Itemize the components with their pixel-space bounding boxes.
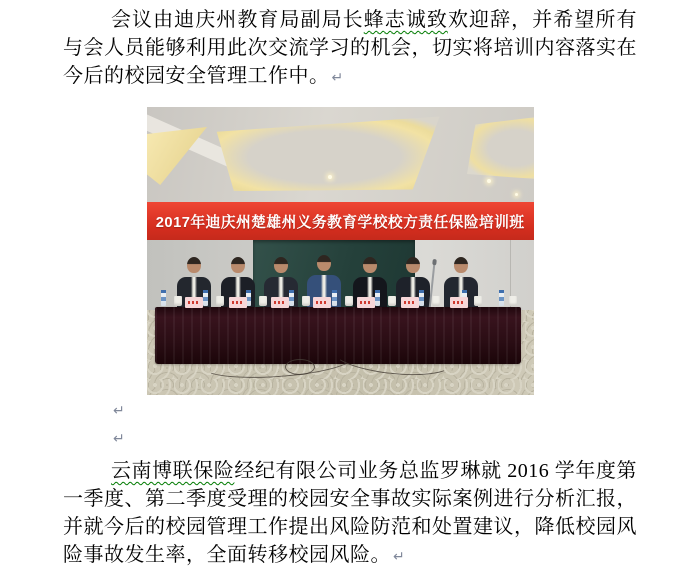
water-bottle	[499, 290, 504, 306]
name-card	[357, 297, 375, 308]
paragraph-mark: ↵	[331, 70, 344, 86]
name-card	[401, 297, 419, 308]
paragraph-text: 欢迎辞，并希望所有与会人员能够利用此次交流学习的机会，切实将培训内容落实在今后的校园安全管理工作中。	[63, 9, 637, 87]
paragraph-mark: ↵	[113, 431, 125, 447]
teacup	[174, 296, 182, 306]
water-bottle	[332, 290, 337, 306]
banner-title: 2017年迪庆州楚雄州义务教育学校校方责任保险培训班	[156, 213, 525, 231]
conference-photo	[147, 107, 534, 395]
ceiling	[147, 107, 534, 202]
paragraph-mark: ↵	[113, 403, 125, 419]
paragraph-welcome	[63, 0, 637, 92]
teacup	[345, 296, 353, 306]
water-bottle	[203, 290, 208, 306]
empty-paragraph	[63, 395, 637, 423]
water-bottle	[289, 290, 294, 306]
ceiling-light-tray-right	[467, 117, 534, 179]
downlight	[328, 175, 332, 179]
paragraph-text: 经纪有限公司业务总监罗琳就 2016 学年度第一季度、第二季度受理的校园安全事故实际案例进行分析汇报，并就今后的校园管理工作提出风险防范和处置建议，降低校园风险事故发生率，全面转移校园风险。	[63, 460, 637, 566]
teacup	[259, 296, 267, 306]
spellcheck-flagged-text: 云南博联保险	[111, 460, 235, 482]
spellcheck-flagged-text: 蜂志诚致	[363, 9, 448, 31]
empty-paragraph	[63, 423, 637, 451]
ceiling-light-tray	[202, 115, 447, 191]
teacup	[474, 296, 482, 306]
downlight	[515, 193, 518, 196]
name-card	[271, 297, 289, 308]
water-bottle	[375, 290, 380, 306]
paragraph-text: 会议由迪庆州教育局副局长	[111, 9, 364, 31]
floor-cable	[285, 359, 315, 375]
teacup	[302, 296, 310, 306]
teacup	[216, 296, 224, 306]
teacup	[509, 296, 517, 306]
paragraph-report	[63, 457, 637, 571]
water-bottle	[419, 290, 424, 306]
document-body	[63, 0, 637, 571]
water-bottle	[161, 290, 166, 306]
teacup	[388, 296, 396, 306]
red-banner	[147, 202, 534, 240]
name-card	[229, 297, 247, 308]
cove-light-left	[147, 127, 207, 185]
name-card	[313, 297, 331, 308]
paragraph-mark: ↵	[393, 549, 405, 565]
downlight	[487, 179, 491, 183]
teacup	[432, 296, 440, 306]
name-card	[450, 297, 468, 308]
name-card	[185, 297, 203, 308]
